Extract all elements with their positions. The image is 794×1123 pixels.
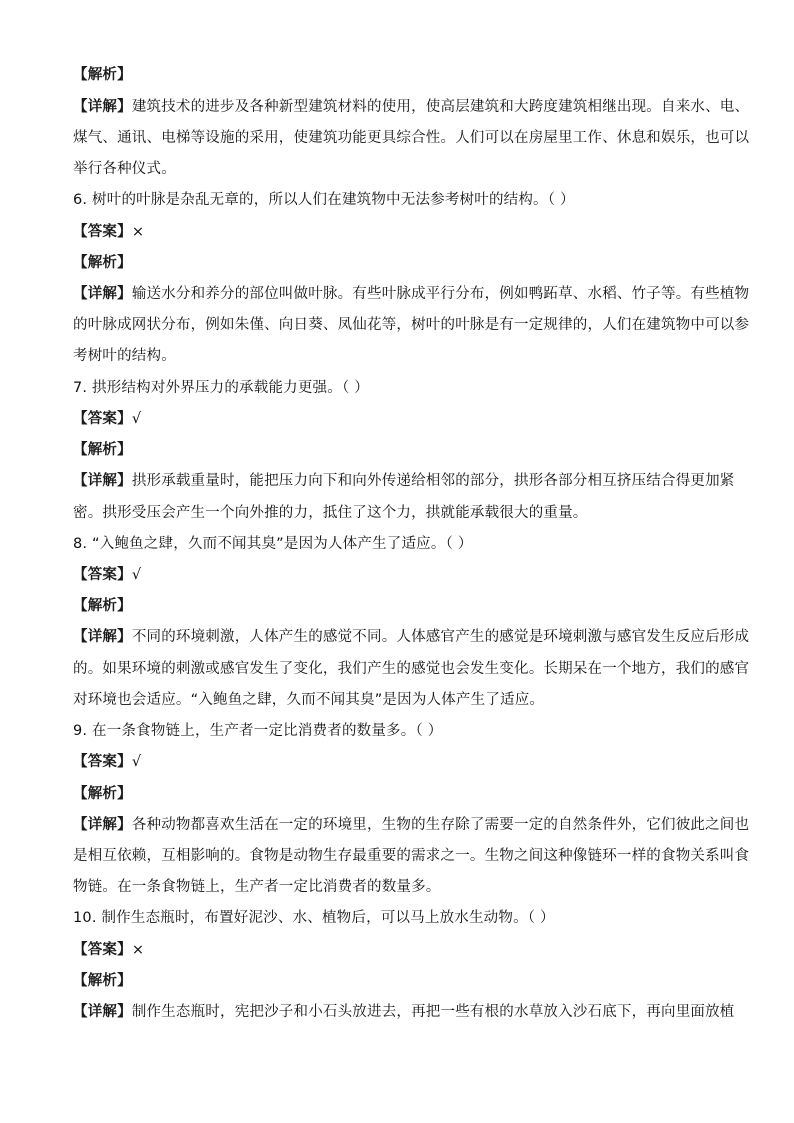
- text-line: [73, 596, 132, 616]
- section-tag: 【解析】: [73, 973, 132, 989]
- line-text: 7. 拱形结构对外界压力的承载能力更强。（ ）: [73, 380, 369, 396]
- section-tag: 【解析】: [73, 442, 132, 458]
- text-line: [73, 721, 442, 741]
- section-tag: 【详解】: [73, 473, 132, 489]
- line-text: 制作生态瓶时，宪把沙子和小石头放进去，再把一些有根的水草放入沙石底下，再向里面放植: [131, 1004, 735, 1020]
- text-line: [73, 908, 555, 928]
- line-text: 9. 在一条食物链上，生产者一定比消费者的数量多。（ ）: [73, 723, 443, 739]
- text-line: [73, 877, 441, 897]
- text-line: [73, 565, 141, 585]
- text-line: [73, 940, 144, 960]
- text-line: [73, 159, 176, 179]
- section-tag: 【解析】: [73, 255, 132, 271]
- text-line: [73, 409, 141, 429]
- line-text: 拱形承载重量时，能把压力向下和向外传递给相邻的部分，拱形各部分相互挤压结合得更加紧: [131, 473, 735, 489]
- text-line: [73, 65, 132, 85]
- line-text: 的叶脉成网状分布，例如朱僅、向日葵、凤仙花等，树叶的叶脉是有一定规律的，人们在建筑物中可以参: [73, 317, 750, 333]
- section-tag: 【答案】: [73, 411, 132, 427]
- section-tag: 【答案】: [73, 754, 132, 770]
- text-line: [73, 346, 176, 366]
- line-text: √: [131, 754, 142, 770]
- line-text: √: [131, 567, 142, 583]
- line-text: ×: [131, 224, 145, 240]
- text-line: [73, 253, 132, 273]
- section-tag: 【详解】: [73, 99, 132, 115]
- section-tag: 【答案】: [73, 567, 132, 583]
- line-text: 不同的环境刺激，人体产生的感觉不同。人体感官产生的感觉是环境刺激与感官发生反应后形成: [131, 629, 750, 645]
- line-text: 建筑技术的进步及各种新型建筑材料的使用，使高层建筑和大跨度建筑相继出现。自来水、电、: [131, 99, 750, 115]
- text-line: [73, 784, 132, 804]
- text-line: [73, 440, 132, 460]
- line-text: 输送水分和养分的部位叫做叶脉。有些叶脉成平行分布，例如鸭跖草、水稻、竹子等。有些植物: [131, 286, 750, 302]
- line-text: ×: [131, 942, 145, 958]
- text-line: [73, 659, 749, 679]
- line-text: 各种动物都喜欢生活在一定的环境里，生物的生存除了需要一定的自然条件外，它们彼此之间也: [131, 817, 750, 833]
- section-tag: 【解析】: [73, 786, 132, 802]
- line-text: 煤气、通讯、电梯等设施的采用，使建筑功能更具综合性。人们可以在房屋里工作、休息和娱乐，也可以: [73, 130, 750, 146]
- text-line: [73, 378, 369, 398]
- line-text: 考树叶的结构。: [73, 348, 176, 364]
- text-line: [73, 190, 575, 210]
- text-line: [73, 752, 141, 772]
- text-line: [73, 315, 749, 335]
- text-line: [73, 128, 749, 148]
- line-text: 10. 制作生态瓶时，布置好泥沙、水、植物后，可以马上放水生动物。（ ）: [73, 910, 555, 926]
- text-line: [73, 534, 473, 554]
- section-tag: 【详解】: [73, 286, 132, 302]
- text-line: [73, 690, 544, 710]
- text-line: [73, 815, 749, 835]
- text-line: [73, 471, 735, 491]
- section-tag: 【解析】: [73, 598, 132, 614]
- line-text: √: [131, 411, 142, 427]
- text-line: [73, 846, 749, 866]
- text-line: [73, 503, 588, 523]
- line-text: 密。拱形受压会产生一个向外推的力，抵住了这个力，拱就能承载很大的重量。: [73, 505, 588, 521]
- line-text: 8. “入鲍鱼之肆，久而不闻其臭”是因为人体产生了适应。（ ）: [73, 536, 473, 552]
- line-text: 6. 树叶的叶脉是杂乱无章的，所以人们在建筑物中无法参考树叶的结构。（ ）: [73, 192, 575, 208]
- line-text: 是相互依赖，互相影响的。食物是动物生存最重要的需求之一。生物之间这种像链环一样的食物关系叫食: [73, 848, 750, 864]
- line-text: 物链。在一条食物链上，生产者一定比消费者的数量多。: [73, 879, 441, 895]
- text-line: [73, 627, 749, 647]
- text-line: [73, 284, 749, 304]
- section-tag: 【详解】: [73, 629, 132, 645]
- section-tag: 【详解】: [73, 817, 132, 833]
- text-line: [73, 971, 132, 991]
- section-tag: 【答案】: [73, 942, 132, 958]
- section-tag: 【答案】: [73, 224, 132, 240]
- section-tag: 【解析】: [73, 67, 132, 83]
- line-text: 举行各种仪式。: [73, 161, 176, 177]
- section-tag: 【详解】: [73, 1004, 132, 1020]
- line-text: 对环境也会适应。“入鲍鱼之肆，久而不闻其臭”是因为人体产生了适应。: [73, 692, 545, 708]
- line-text: 的。如果环境的刺激或感官发生了变化，我们产生的感觉也会发生变化。长期呆在一个地方，我们的感官: [73, 661, 750, 677]
- text-line: [73, 1002, 735, 1022]
- text-line: [73, 97, 749, 117]
- text-line: [73, 222, 144, 242]
